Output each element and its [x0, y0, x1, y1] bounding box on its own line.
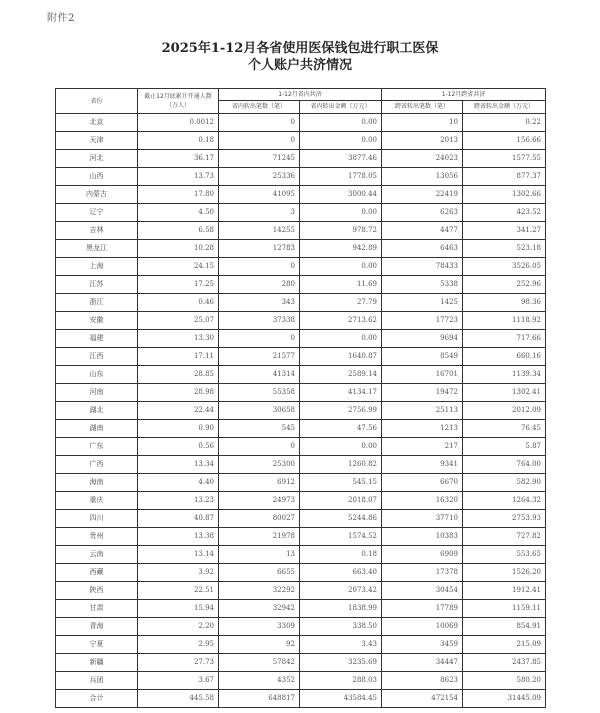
cell-intra-amount: 1838.99: [300, 600, 382, 618]
cell-cumulative: 2.20: [138, 618, 219, 636]
cell-intra-count: 25336: [219, 168, 300, 186]
cell-inter-count: 16320: [382, 492, 463, 510]
cell-inter-amount: 2012.09: [463, 402, 546, 420]
cell-province: 西藏: [56, 564, 138, 582]
cell-inter-amount: 1302.66: [463, 186, 546, 204]
cell-cumulative: 0.18: [138, 132, 219, 150]
cell-intra-amount: 1640.87: [300, 348, 382, 366]
cell-inter-count: 25113: [382, 402, 463, 420]
cell-province: 新疆: [56, 654, 138, 672]
cell-province: 陕西: [56, 582, 138, 600]
header-cumulative: 截止12月底累计开通人数（万人）: [138, 89, 219, 114]
attachment-label: 附件2: [47, 13, 75, 24]
header-intra-group: 1-12月省内共济: [219, 89, 382, 101]
cell-inter-amount: 2753.93: [463, 510, 546, 528]
cell-inter-count: 10383: [382, 528, 463, 546]
cell-cumulative: 445.58: [138, 690, 219, 708]
header-intra-count: 省内转出笔数（笔）: [219, 101, 300, 114]
cell-province: 云南: [56, 546, 138, 564]
cell-inter-count: 30454: [382, 582, 463, 600]
cell-cumulative: 28.85: [138, 366, 219, 384]
cell-inter-count: 472154: [382, 690, 463, 708]
table-row: [56, 618, 546, 636]
cell-cumulative: 4.50: [138, 204, 219, 222]
cell-inter-count: 217: [382, 438, 463, 456]
cell-inter-amount: 5.87: [463, 438, 546, 456]
cell-intra-amount: 2756.99: [300, 402, 382, 420]
cell-cumulative: 0.56: [138, 438, 219, 456]
cell-intra-count: 21577: [219, 348, 300, 366]
cell-intra-amount: 0.18: [300, 546, 382, 564]
cell-province: 湖南: [56, 420, 138, 438]
cell-cumulative: 27.73: [138, 654, 219, 672]
cell-inter-amount: 252.96: [463, 276, 546, 294]
cell-inter-amount: 1118.92: [463, 312, 546, 330]
cell-province: 福建: [56, 330, 138, 348]
cell-inter-count: 24023: [382, 150, 463, 168]
cell-inter-count: 10069: [382, 618, 463, 636]
cell-cumulative: 24.15: [138, 258, 219, 276]
cell-inter-amount: 523.18: [463, 240, 546, 258]
cell-province: 江西: [56, 348, 138, 366]
cell-intra-amount: 3877.46: [300, 150, 382, 168]
header-province: 省份: [56, 89, 138, 114]
cell-province: 上海: [56, 258, 138, 276]
cell-province: 兵团: [56, 672, 138, 690]
table-row: [56, 276, 546, 294]
cell-intra-amount: 942.89: [300, 240, 382, 258]
cell-intra-amount: 0.00: [300, 330, 382, 348]
cell-inter-count: 5338: [382, 276, 463, 294]
cell-intra-amount: 0.00: [300, 132, 382, 150]
cell-intra-count: 57842: [219, 654, 300, 672]
cell-intra-count: 0: [219, 330, 300, 348]
cell-inter-amount: 553.65: [463, 546, 546, 564]
cell-inter-amount: 1526.20: [463, 564, 546, 582]
cell-intra-amount: 0.00: [300, 438, 382, 456]
cell-inter-count: 1213: [382, 420, 463, 438]
table-row: [56, 510, 546, 528]
cell-cumulative: 0.46: [138, 294, 219, 312]
cell-cumulative: 13.14: [138, 546, 219, 564]
cell-cumulative: 28.98: [138, 384, 219, 402]
cell-province: 浙江: [56, 294, 138, 312]
cell-province: 湖北: [56, 402, 138, 420]
cell-intra-count: 13: [219, 546, 300, 564]
cell-inter-amount: 1159.11: [463, 600, 546, 618]
cell-intra-count: 280: [219, 276, 300, 294]
cell-intra-amount: 5244.86: [300, 510, 382, 528]
cell-intra-count: 0: [219, 258, 300, 276]
table-row: [56, 420, 546, 438]
table-row: [56, 546, 546, 564]
table-row: [56, 114, 546, 132]
header-inter-count: 跨省转出笔数（笔）: [382, 101, 463, 114]
cell-inter-amount: 877.37: [463, 168, 546, 186]
cell-intra-amount: 0.00: [300, 258, 382, 276]
table-row: [56, 294, 546, 312]
cell-intra-amount: 3000.44: [300, 186, 382, 204]
cell-inter-count: 19472: [382, 384, 463, 402]
cell-inter-count: 4477: [382, 222, 463, 240]
table-row: [56, 204, 546, 222]
cell-intra-amount: 3.43: [300, 636, 382, 654]
cell-intra-amount: 0.00: [300, 204, 382, 222]
table-row: [56, 366, 546, 384]
cell-intra-amount: 11.69: [300, 276, 382, 294]
cell-cumulative: 13.34: [138, 456, 219, 474]
cell-cumulative: 3.92: [138, 564, 219, 582]
cell-inter-count: 8549: [382, 348, 463, 366]
table-row: [56, 528, 546, 546]
cell-intra-amount: 1778.05: [300, 168, 382, 186]
cell-province: 广东: [56, 438, 138, 456]
document-title-line1: 2025年1-12月各省使用医保钱包进行职工医保: [161, 41, 439, 56]
cell-inter-amount: 660.16: [463, 348, 546, 366]
cell-inter-count: 17723: [382, 312, 463, 330]
cell-inter-count: 9341: [382, 456, 463, 474]
cell-cumulative: 2.95: [138, 636, 219, 654]
table-row: [56, 168, 546, 186]
cell-province: 广西: [56, 456, 138, 474]
cell-intra-amount: 0.00: [300, 114, 382, 132]
cell-inter-amount: 423.52: [463, 204, 546, 222]
table-body: [56, 114, 546, 708]
cell-province: 宁夏: [56, 636, 138, 654]
cell-cumulative: 13.73: [138, 168, 219, 186]
cell-cumulative: 22.44: [138, 402, 219, 420]
cell-province: 重庆: [56, 492, 138, 510]
cell-province: 北京: [56, 114, 138, 132]
cell-province: 合计: [56, 690, 138, 708]
cell-province: 河南: [56, 384, 138, 402]
cell-inter-count: 34447: [382, 654, 463, 672]
cell-inter-amount: 1577.55: [463, 150, 546, 168]
cell-intra-count: 37338: [219, 312, 300, 330]
cell-inter-amount: 31445.09: [463, 690, 546, 708]
cell-inter-count: 78433: [382, 258, 463, 276]
cell-cumulative: 17.25: [138, 276, 219, 294]
cell-inter-amount: 764.00: [463, 456, 546, 474]
cell-inter-amount: 582.90: [463, 474, 546, 492]
cell-intra-amount: 2018.07: [300, 492, 382, 510]
table-row: [56, 330, 546, 348]
cell-inter-amount: 0.22: [463, 114, 546, 132]
cell-inter-count: 13056: [382, 168, 463, 186]
cell-province: 江苏: [56, 276, 138, 294]
cell-intra-count: 55358: [219, 384, 300, 402]
cell-intra-count: 32292: [219, 582, 300, 600]
cell-intra-amount: 2073.42: [300, 582, 382, 600]
cell-inter-count: 6263: [382, 204, 463, 222]
cell-province: 海南: [56, 474, 138, 492]
cell-inter-amount: 341.27: [463, 222, 546, 240]
table-total-row: [56, 690, 546, 708]
cell-inter-amount: 1912.41: [463, 582, 546, 600]
cell-intra-count: 4352: [219, 672, 300, 690]
table-row: [56, 222, 546, 240]
table-row: [56, 438, 546, 456]
cell-inter-count: 17789: [382, 600, 463, 618]
cell-province: 贵州: [56, 528, 138, 546]
cell-cumulative: 0.90: [138, 420, 219, 438]
cell-intra-count: 24973: [219, 492, 300, 510]
cell-province: 黑龙江: [56, 240, 138, 258]
cell-intra-count: 41314: [219, 366, 300, 384]
cell-intra-amount: 663.40: [300, 564, 382, 582]
table-row: [56, 312, 546, 330]
cell-inter-count: 3459: [382, 636, 463, 654]
cell-inter-amount: 717.66: [463, 330, 546, 348]
table-row: [56, 582, 546, 600]
cell-cumulative: 3.67: [138, 672, 219, 690]
table-row: [56, 132, 546, 150]
cell-inter-amount: 854.91: [463, 618, 546, 636]
cell-inter-amount: 1302.41: [463, 384, 546, 402]
header-inter-group: 1-12月跨省共济: [382, 89, 546, 101]
cell-cumulative: 25.07: [138, 312, 219, 330]
cell-cumulative: 4.40: [138, 474, 219, 492]
cell-intra-count: 21978: [219, 528, 300, 546]
cell-inter-amount: 727.82: [463, 528, 546, 546]
cell-inter-count: 37710: [382, 510, 463, 528]
cell-intra-count: 3: [219, 204, 300, 222]
cell-inter-count: 2013: [382, 132, 463, 150]
cell-province: 吉林: [56, 222, 138, 240]
cell-inter-count: 10: [382, 114, 463, 132]
cell-inter-amount: 580.20: [463, 672, 546, 690]
cell-inter-count: 1425: [382, 294, 463, 312]
table-row: [56, 672, 546, 690]
cell-province: 天津: [56, 132, 138, 150]
cell-intra-count: 0: [219, 132, 300, 150]
cell-inter-amount: 3526.05: [463, 258, 546, 276]
table-row: [56, 636, 546, 654]
cell-intra-count: 71245: [219, 150, 300, 168]
cell-province: 山东: [56, 366, 138, 384]
table-row: [56, 456, 546, 474]
cell-cumulative: 22.51: [138, 582, 219, 600]
cell-province: 内蒙古: [56, 186, 138, 204]
cell-intra-count: 6912: [219, 474, 300, 492]
cell-cumulative: 13.23: [138, 492, 219, 510]
cell-inter-amount: 76.45: [463, 420, 546, 438]
table-row: [56, 186, 546, 204]
table-row: [56, 474, 546, 492]
cell-intra-amount: 2589.14: [300, 366, 382, 384]
table-row: [56, 240, 546, 258]
cell-intra-amount: 3235.69: [300, 654, 382, 672]
table-row: [56, 654, 546, 672]
cell-intra-count: 0: [219, 114, 300, 132]
cell-intra-amount: 1574.52: [300, 528, 382, 546]
cell-cumulative: 15.94: [138, 600, 219, 618]
cell-cumulative: 10.28: [138, 240, 219, 258]
cell-intra-count: 92: [219, 636, 300, 654]
cell-cumulative: 36.17: [138, 150, 219, 168]
cell-intra-amount: 2713.62: [300, 312, 382, 330]
cell-intra-amount: 47.56: [300, 420, 382, 438]
cell-intra-amount: 978.72: [300, 222, 382, 240]
cell-intra-count: 25300: [219, 456, 300, 474]
cell-inter-amount: 98.36: [463, 294, 546, 312]
cell-province: 安徽: [56, 312, 138, 330]
table-row: [56, 258, 546, 276]
cell-inter-amount: 1139.34: [463, 366, 546, 384]
document-title-line2: 个人账户共济情况: [247, 58, 352, 73]
cell-intra-amount: 4134.17: [300, 384, 382, 402]
table-row: [56, 492, 546, 510]
cell-intra-count: 6655: [219, 564, 300, 582]
cell-inter-amount: 215.09: [463, 636, 546, 654]
cell-intra-count: 14255: [219, 222, 300, 240]
cell-inter-count: 22419: [382, 186, 463, 204]
report-table: [55, 88, 546, 708]
cell-inter-count: 16701: [382, 366, 463, 384]
cell-province: 河北: [56, 150, 138, 168]
cell-intra-amount: 288.03: [300, 672, 382, 690]
cell-intra-amount: 1260.82: [300, 456, 382, 474]
cell-inter-amount: 1264.32: [463, 492, 546, 510]
cell-inter-count: 17378: [382, 564, 463, 582]
cell-intra-count: 545: [219, 420, 300, 438]
cell-intra-amount: 545.15: [300, 474, 382, 492]
cell-intra-amount: 338.50: [300, 618, 382, 636]
cell-province: 甘肃: [56, 600, 138, 618]
cell-province: 青海: [56, 618, 138, 636]
cell-cumulative: 0.0012: [138, 114, 219, 132]
cell-intra-count: 30658: [219, 402, 300, 420]
cell-province: 辽宁: [56, 204, 138, 222]
cell-intra-count: 12783: [219, 240, 300, 258]
cell-intra-count: 3309: [219, 618, 300, 636]
cell-cumulative: 17.11: [138, 348, 219, 366]
cell-intra-count: 343: [219, 294, 300, 312]
cell-inter-amount: 156.66: [463, 132, 546, 150]
table-row: [56, 348, 546, 366]
cell-intra-count: 41095: [219, 186, 300, 204]
cell-intra-amount: 27.79: [300, 294, 382, 312]
cell-cumulative: 13.30: [138, 330, 219, 348]
cell-inter-amount: 2437.85: [463, 654, 546, 672]
header-intra-amount: 省内转出金额（万元）: [300, 101, 382, 114]
cell-cumulative: 6.58: [138, 222, 219, 240]
cell-intra-count: 32942: [219, 600, 300, 618]
cell-province: 四川: [56, 510, 138, 528]
table-row: [56, 402, 546, 420]
table-row: [56, 150, 546, 168]
cell-intra-count: 80027: [219, 510, 300, 528]
table-row: [56, 600, 546, 618]
header-inter-amount: 跨省转出金额（万元）: [463, 101, 546, 114]
cell-inter-count: 6909: [382, 546, 463, 564]
cell-intra-count: 648817: [219, 690, 300, 708]
table-row: [56, 384, 546, 402]
cell-inter-count: 9694: [382, 330, 463, 348]
table-header: [56, 89, 546, 114]
table-row: [56, 564, 546, 582]
cell-cumulative: 13.38: [138, 528, 219, 546]
cell-inter-count: 8623: [382, 672, 463, 690]
cell-intra-count: 0: [219, 438, 300, 456]
cell-inter-count: 6670: [382, 474, 463, 492]
cell-cumulative: 17.80: [138, 186, 219, 204]
cell-intra-amount: 43584.45: [300, 690, 382, 708]
cell-province: 山西: [56, 168, 138, 186]
cell-cumulative: 40.87: [138, 510, 219, 528]
cell-inter-count: 6463: [382, 240, 463, 258]
